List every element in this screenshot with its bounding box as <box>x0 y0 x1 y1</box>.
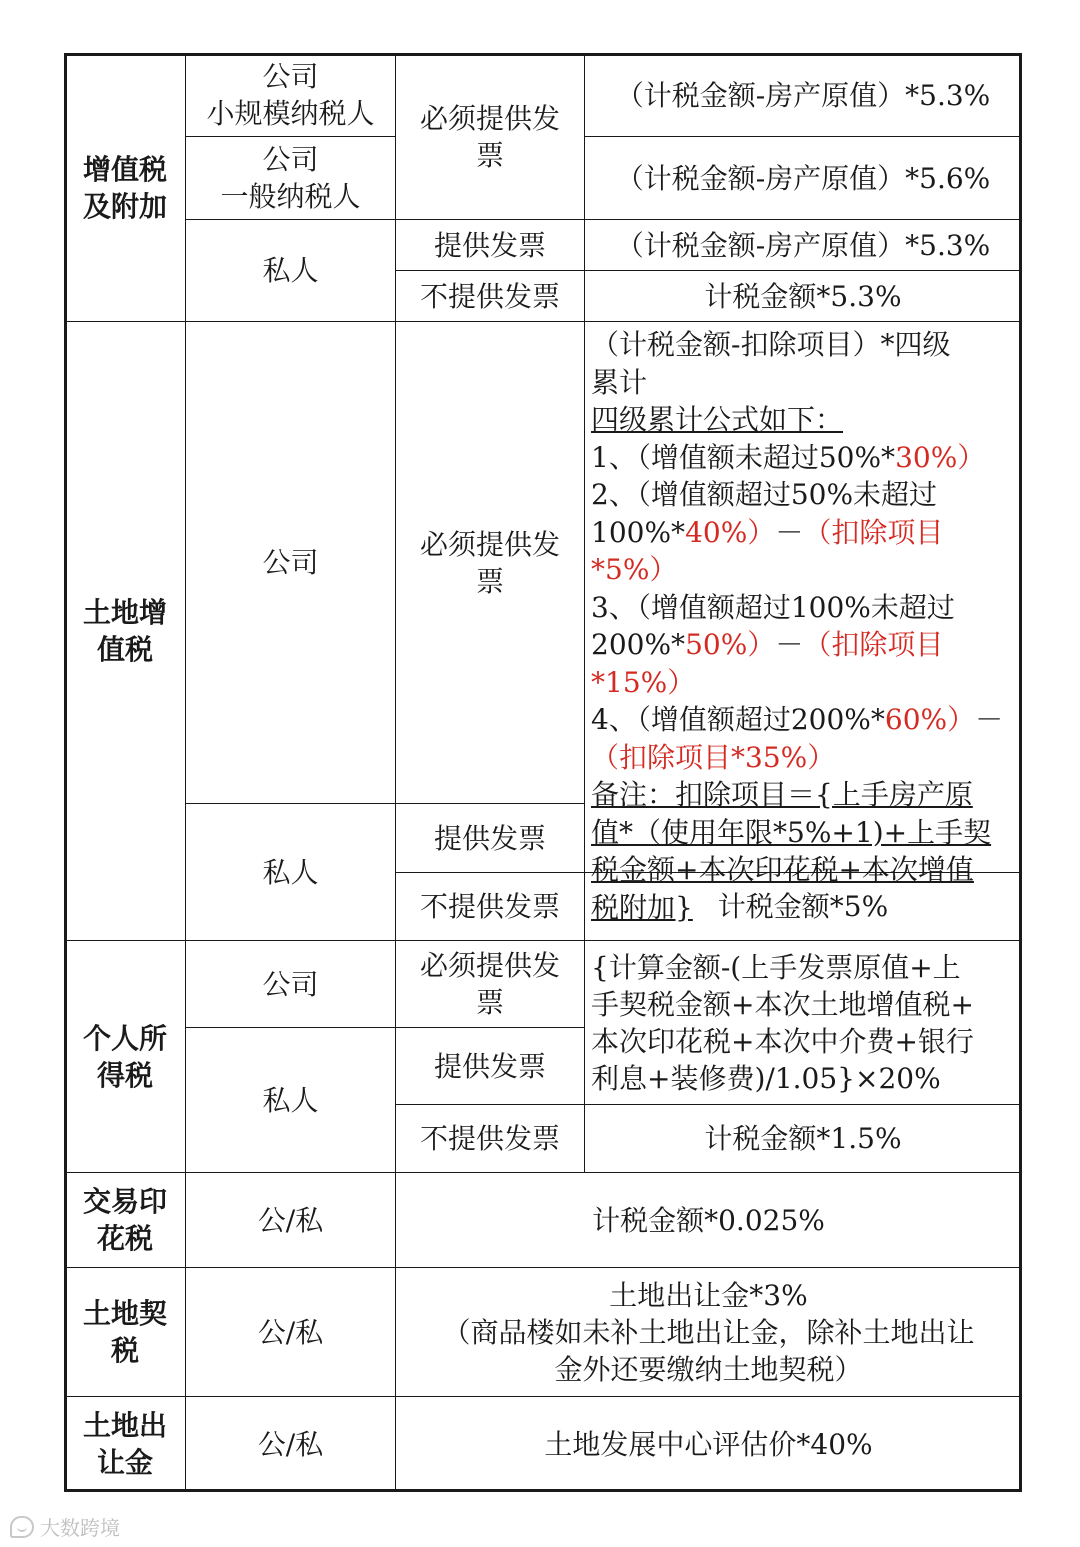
deed-formula: 土地出让金*3% （商品楼如未补土地出让金，除补土地出让 金外还要缴纳土地契税） <box>395 1267 1022 1397</box>
tax-name-stamp-duty: 交易印 花税 <box>64 1172 186 1268</box>
vat-provide-invoice: 提供发票 <box>395 219 585 271</box>
stamp-who: 公/私 <box>185 1172 396 1268</box>
pit-private: 私人 <box>185 1027 396 1173</box>
tax-name-land-appreciation: 土地增 值税 <box>64 321 186 941</box>
lat-formula-no-invoice: 计税金额*5% <box>584 872 1022 941</box>
lat-formula: （计税金额-扣除项目）*四级 累计 四级累计公式如下： 1、（增值额未超过50%*30%） 2、（增值额超过50%未超过 100%*40%）－（扣除项目*5%） 3、（增值额超过100%未超过 200%*50%）－（扣除项目*15%） 4、（增值额超过200%*60%）－ （扣除项目*35%） 备注：扣除项目＝{上手房产原 值*（使用年限*5%+1)+上手契 税金额+本次印花税+本次增值 税附加} <box>584 321 1022 873</box>
watermark: 大数跨境 <box>10 1512 120 1541</box>
pit-formula-no-invoice: 计税金额*1.5% <box>584 1104 1022 1173</box>
lat-invoice-required: 必须提供发 票 <box>395 321 585 804</box>
tax-name-deed-tax: 土地契 税 <box>64 1267 186 1397</box>
pit-invoice-required: 必须提供发 票 <box>395 940 585 1028</box>
lat-private: 私人 <box>185 803 396 941</box>
tax-name-vat: 增值税 及附加 <box>64 53 186 322</box>
pit-company: 公司 <box>185 940 396 1028</box>
lat-provide-invoice: 提供发票 <box>395 803 585 873</box>
deed-who: 公/私 <box>185 1267 396 1397</box>
vat-formula-general: （计税金额-房产原值）*5.6% <box>584 136 1022 220</box>
pit-no-invoice: 不提供发票 <box>395 1104 585 1173</box>
tax-name-land-premium: 土地出 让金 <box>64 1396 186 1492</box>
vat-company-small: 公司 小规模纳税人 <box>185 53 396 137</box>
vat-formula-private-no-invoice: 计税金额*5.3% <box>584 270 1022 322</box>
vat-no-invoice: 不提供发票 <box>395 270 585 322</box>
stamp-formula: 计税金额*0.025% <box>395 1172 1022 1268</box>
vat-private: 私人 <box>185 219 396 322</box>
pit-formula: {计算金额-(上手发票原值+上 手契税金额+本次土地增值税+ 本次印花税+本次中介费+银行 利息+装修费)/1.05}×20% <box>584 940 1022 1105</box>
lat-no-invoice: 不提供发票 <box>395 872 585 941</box>
pit-provide-invoice: 提供发票 <box>395 1027 585 1105</box>
chat-bubble-icon <box>10 1516 34 1538</box>
tax-name-personal-income: 个人所 得税 <box>64 940 186 1173</box>
vat-invoice-required: 必须提供发 票 <box>395 53 585 220</box>
lat-company: 公司 <box>185 321 396 804</box>
vat-formula-private-invoice: （计税金额-房产原值）*5.3% <box>584 219 1022 271</box>
premium-formula: 土地发展中心评估价*40% <box>395 1396 1022 1492</box>
vat-company-general: 公司 一般纳税人 <box>185 136 396 220</box>
vat-formula-small: （计税金额-房产原值）*5.3% <box>584 53 1022 137</box>
premium-who: 公/私 <box>185 1396 396 1492</box>
formula-heading: 四级累计公式如下： <box>591 403 844 436</box>
formula-note: 备注：扣除项目＝{上手房产原 <box>591 778 973 811</box>
